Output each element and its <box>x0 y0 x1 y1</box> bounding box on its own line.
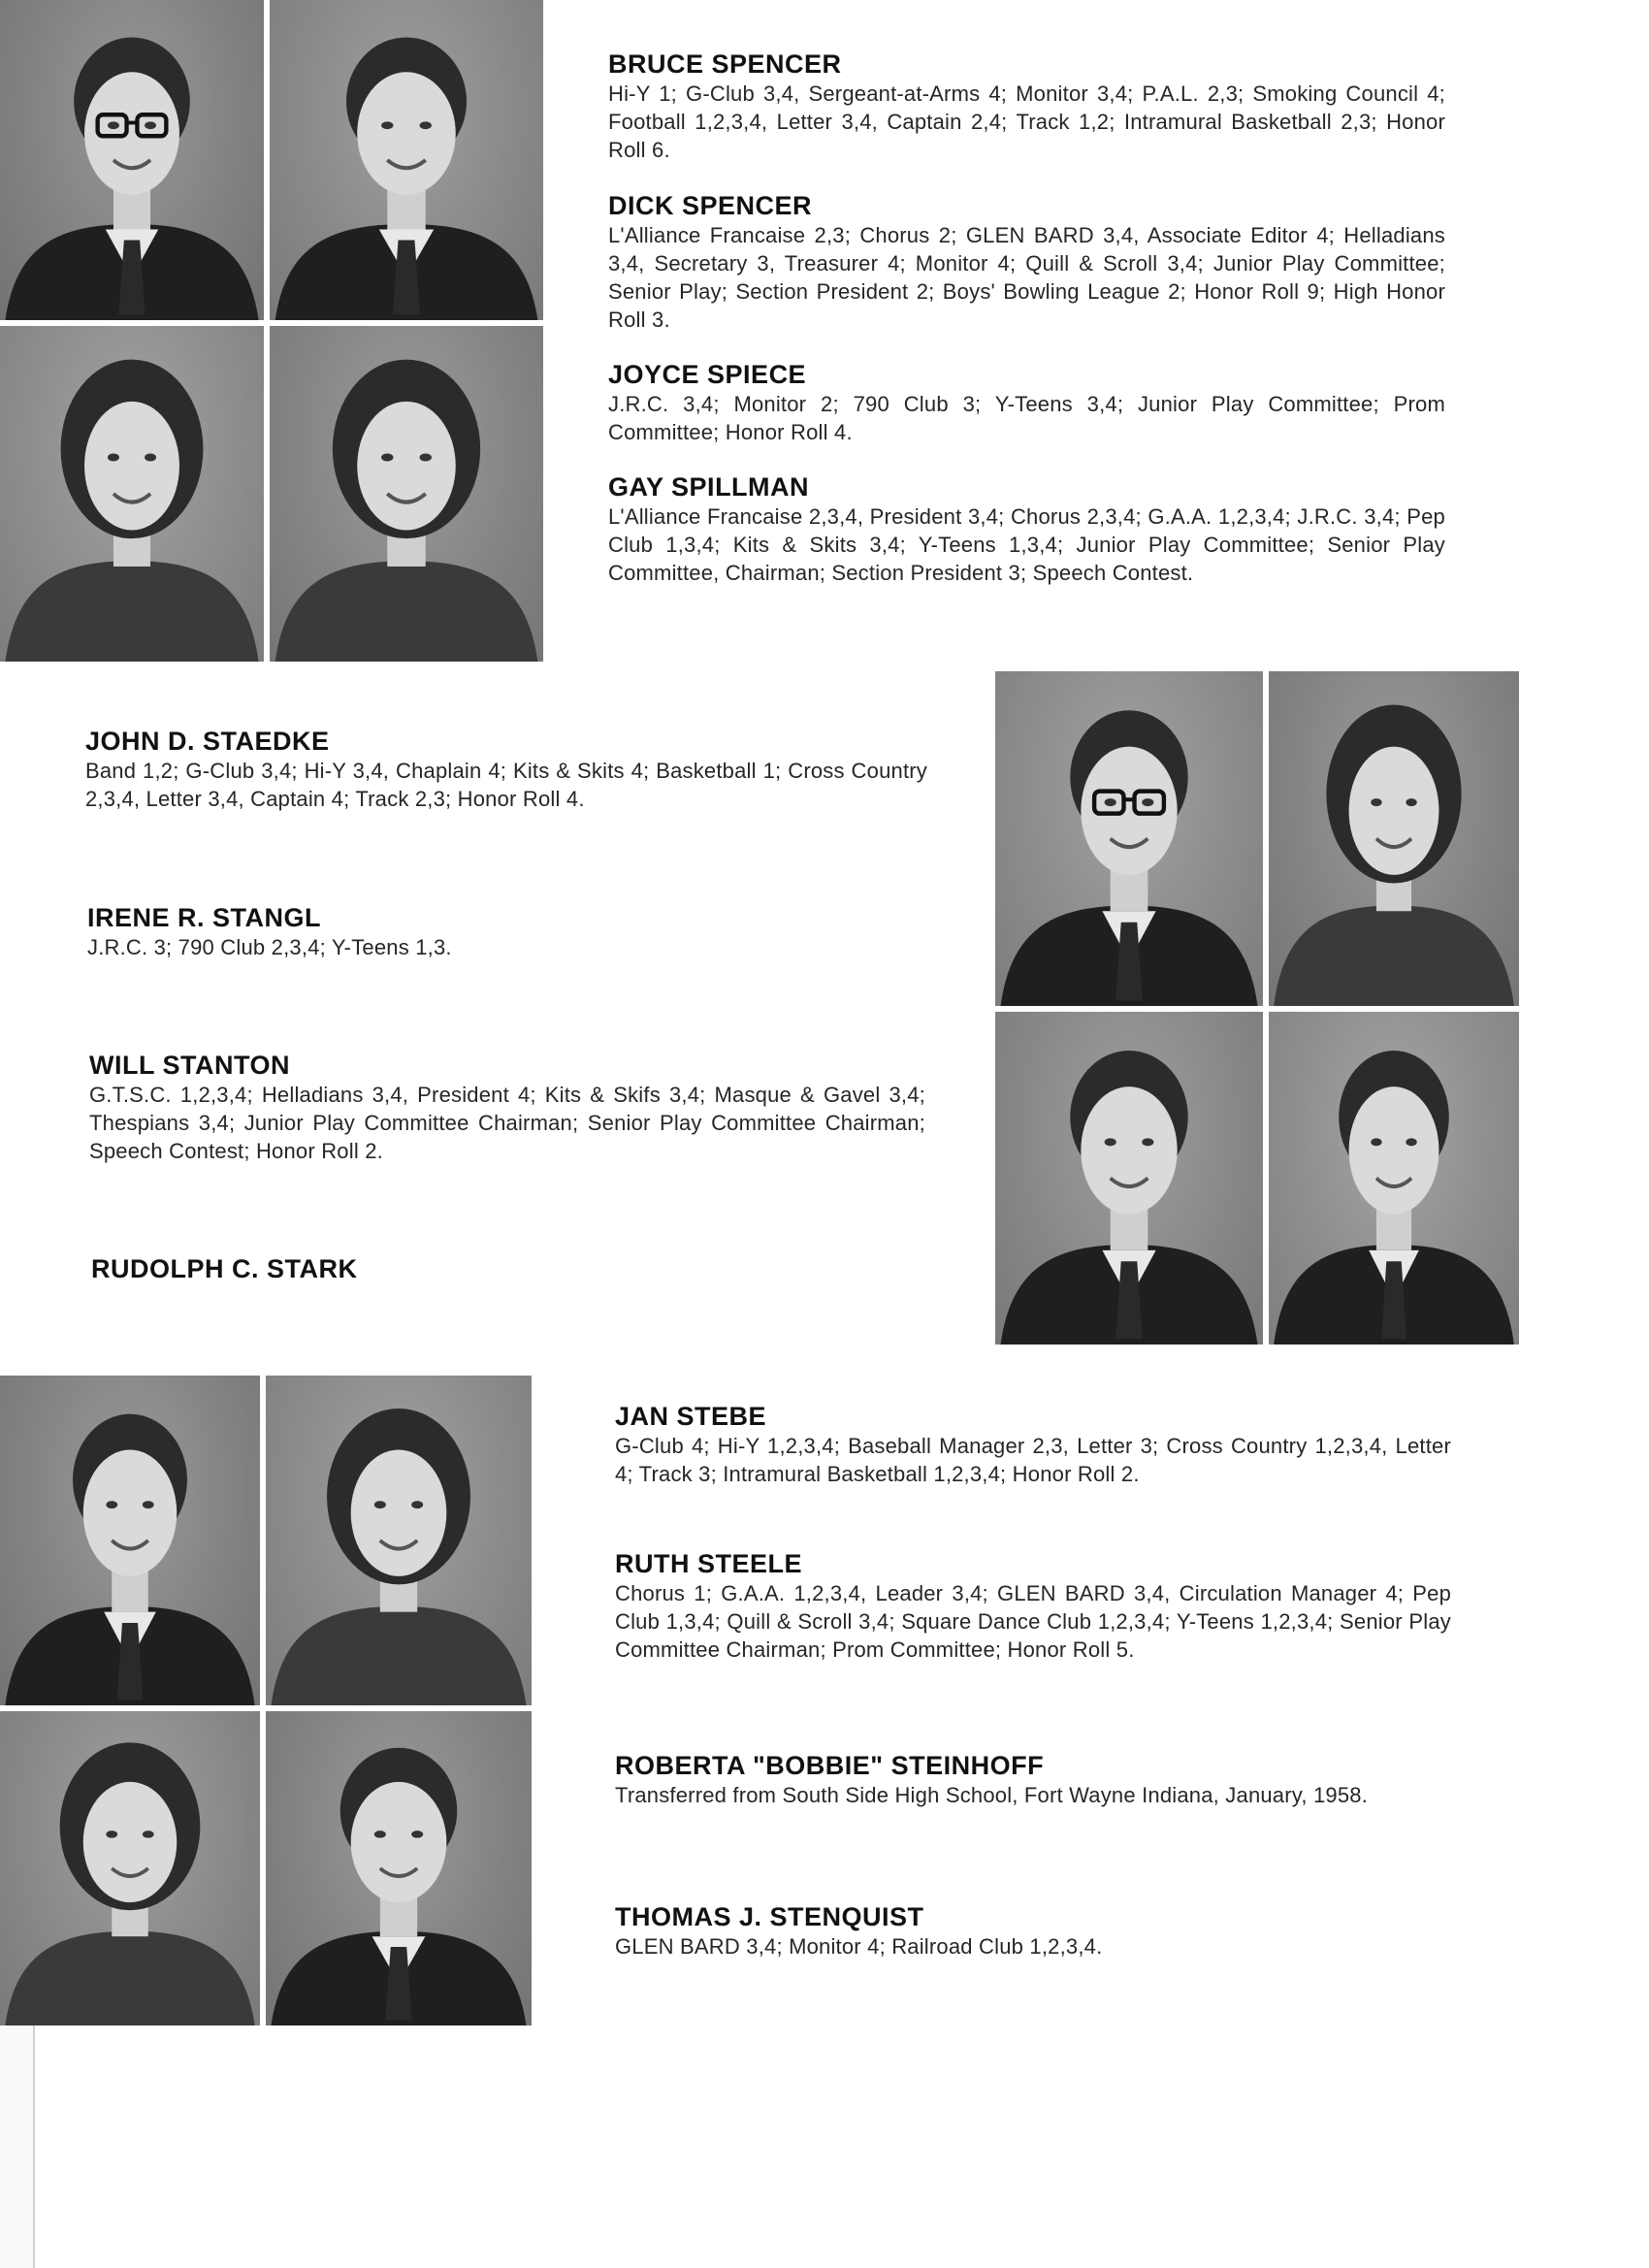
student-name: THOMAS J. STENQUIST <box>615 1902 924 1931</box>
student-activities: Chorus 1; G.A.A. 1,2,3,4, Leader 3,4; GLEN BARD 3,4, Circulation Manager 4; Pep Club 1,3,4; Quill & Scroll 3,4; Square Dance Club 1,2,3,4; Y-Teens 1,2,3,4; Senior Play Committee Chairman; Prom Committee; Honor Roll 5. <box>615 1581 1451 1662</box>
student-activities: G.T.S.C. 1,2,3,4; Helladians 3,4, President 4; Kits & Skifs 3,4; Masque & Gavel 3,4; Thespians 3,4; Junior Play Committee Chairman; Senior Play Committee Chairman; Speech Contest; Honor Roll 2. <box>89 1083 925 1163</box>
portrait-silhouette <box>995 671 1263 1006</box>
student-name: JOHN D. STAEDKE <box>85 727 330 756</box>
student-name: JOYCE SPIECE <box>608 360 807 389</box>
portrait-silhouette <box>0 1376 260 1705</box>
student-activities: J.R.C. 3,4; Monitor 2; 790 Club 3; Y-Teens 3,4; Junior Play Committee; Prom Committee; Honor Roll 4. <box>608 392 1445 444</box>
portrait-photo <box>1269 671 1519 1006</box>
student-name: DICK SPENCER <box>608 191 813 220</box>
portrait-photo <box>0 1376 260 1705</box>
portrait-silhouette <box>995 1012 1263 1345</box>
student-entry <box>615 1901 1451 1960</box>
student-activities: Hi-Y 1; G-Club 3,4, Sergeant-at-Arms 4; Monitor 3,4; P.A.L. 2,3; Smoking Council 4; Football 1,2,3,4, Letter 3,4, Captain 2,4; Track 1,2; Intramural Basketball 2,3; Honor Roll 6. <box>608 81 1445 162</box>
photo-grid-bottom <box>0 1376 532 2025</box>
page-binding-edge <box>0 2025 35 2268</box>
student-name: GAY SPILLMAN <box>608 472 810 502</box>
portrait-silhouette <box>1269 671 1519 1006</box>
student-entry <box>87 902 929 961</box>
student-entry <box>85 726 927 813</box>
portrait-silhouette <box>266 1711 532 2025</box>
portrait-silhouette <box>270 326 543 662</box>
portrait-photo <box>995 1012 1263 1345</box>
student-name: WILL STANTON <box>89 1051 290 1080</box>
student-entry <box>608 49 1445 164</box>
student-entry <box>91 1253 927 1284</box>
student-activities: Band 1,2; G-Club 3,4; Hi-Y 3,4, Chaplain 4; Kits & Skits 4; Basketball 1; Cross Country 2,3,4, Letter 3,4, Captain 4; Track 2,3; Honor Roll 4. <box>85 759 927 811</box>
photo-grid-middle <box>995 671 1519 1345</box>
student-entry <box>608 190 1445 334</box>
portrait-silhouette <box>0 0 264 320</box>
portrait-silhouette <box>1269 1012 1519 1345</box>
student-name: JAN STEBE <box>615 1402 767 1431</box>
portrait-photo <box>995 671 1263 1006</box>
student-entry <box>608 359 1445 446</box>
student-activities: L'Alliance Francaise 2,3; Chorus 2; GLEN BARD 3,4, Associate Editor 4; Helladians 3,4, Secretary 3, Treasurer 4; Monitor 4; Quill & Scroll 3,4; Junior Play Committee; Senior Play; Section President 2; Boys' Bowling League 2; Honor Roll 9; High Honor Roll 3. <box>608 223 1445 332</box>
photo-grid-top <box>0 0 543 662</box>
portrait-photo <box>0 0 264 320</box>
student-entry <box>615 1548 1451 1664</box>
student-entry <box>615 1401 1451 1488</box>
student-activities: G-Club 4; Hi-Y 1,2,3,4; Baseball Manager 2,3, Letter 3; Cross Country 1,2,3,4, Letter 4; Track 3; Intramural Basketball 1,2,3,4; Honor Roll 2. <box>615 1434 1451 1486</box>
portrait-silhouette <box>266 1376 532 1705</box>
student-name: RUTH STEELE <box>615 1549 803 1578</box>
student-name: RUDOLPH C. STARK <box>91 1254 358 1283</box>
portrait-photo <box>266 1711 532 2025</box>
portrait-photo <box>270 0 543 320</box>
student-activities: L'Alliance Francaise 2,3,4, President 3,4; Chorus 2,3,4; G.A.A. 1,2,3,4; J.R.C. 3,4; Pep Club 1,3,4; Kits & Skits 3,4; Y-Teens 1,3,4; Junior Play Committee; Senior Play Committee, Chairman; Section President 3; Speech Contest. <box>608 504 1445 585</box>
portrait-photo <box>0 326 264 662</box>
portrait-silhouette <box>0 1711 260 2025</box>
student-entry <box>89 1050 925 1165</box>
portrait-photo <box>270 326 543 662</box>
portrait-silhouette <box>0 326 264 662</box>
student-entry <box>608 471 1445 587</box>
student-name: ROBERTA "BOBBIE" STEINHOFF <box>615 1751 1045 1780</box>
student-name: BRUCE SPENCER <box>608 49 842 79</box>
portrait-photo <box>0 1711 260 2025</box>
student-entry <box>615 1750 1451 1809</box>
portrait-silhouette <box>270 0 543 320</box>
portrait-photo <box>1269 1012 1519 1345</box>
student-name: IRENE R. STANGL <box>87 903 322 932</box>
student-activities: GLEN BARD 3,4; Monitor 4; Railroad Club 1,2,3,4. <box>615 1934 1103 1959</box>
student-activities: J.R.C. 3; 790 Club 2,3,4; Y-Teens 1,3. <box>87 935 452 959</box>
student-activities: Transferred from South Side High School, Fort Wayne Indiana, January, 1958. <box>615 1783 1369 1807</box>
portrait-photo <box>266 1376 532 1705</box>
